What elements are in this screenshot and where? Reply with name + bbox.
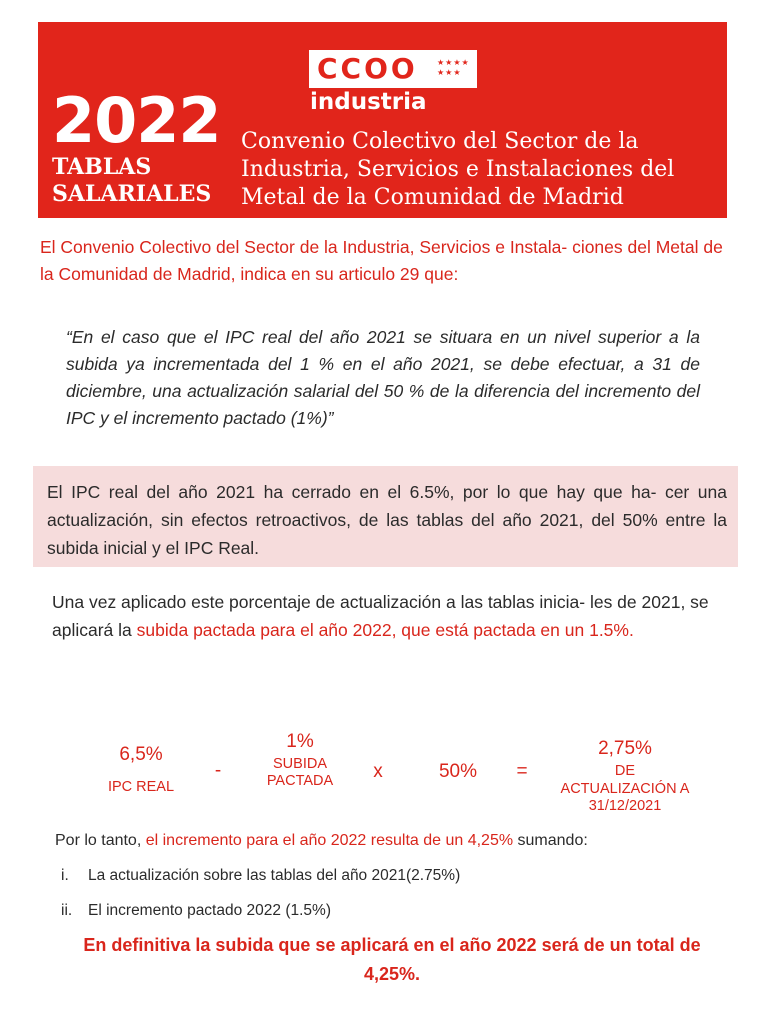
ipc-value: 6,5% xyxy=(119,744,163,765)
result-label-2: ACTUALIZACIÓN A xyxy=(560,781,690,797)
tablas-salariales xyxy=(52,154,211,208)
madrid-stars-icon: ★★★★ ★★★ xyxy=(437,58,470,77)
times-sign: x xyxy=(373,761,383,782)
conclusion-pre: Por lo tanto, xyxy=(55,832,146,849)
update-red-text: subida pactada para el año 2022, que está pactada en un 1.5%. xyxy=(136,620,634,640)
list-item: El incremento pactado 2022 (1.5%) xyxy=(88,902,331,919)
convenio-title: Convenio Colectivo del Sector de la Industria, Servicios e Instalaciones del Metal de la Comunidad de Madrid xyxy=(241,129,675,210)
tablas-line-1: TABLAS xyxy=(52,154,152,180)
subida-label-2: PACTADA xyxy=(266,773,334,789)
tablas-line-2: SALARIALES xyxy=(52,181,212,207)
subida-value: 1% xyxy=(286,731,314,752)
logo-text: CCOO xyxy=(317,52,418,85)
final-statement: En definitiva la subida que se aplicará en el año 2022 será de un total de 4,25%. xyxy=(83,935,701,984)
list-item-number: ii. xyxy=(61,902,73,919)
result-value: 2,75% xyxy=(598,738,652,759)
minus-sign: - xyxy=(214,760,222,781)
update-paragraph xyxy=(52,588,728,644)
logo-subtitle: industria xyxy=(310,89,427,115)
result-label-3: 31/12/2021 xyxy=(588,798,662,814)
percent-50: 50% xyxy=(438,761,478,782)
ipc-highlight-box xyxy=(33,466,738,567)
conclusion-post: sumando: xyxy=(513,832,588,849)
article-quote: “En el caso que el IPC real del año 2021 se situara en un nivel superior a la subida ya incrementada del 1 % en el año 2021, se debe efectuar, a 31 de diciembre, una actualización salarial del 50 % de la diferencia del incremento del IPC y el incremento pactado (1%)” xyxy=(66,327,700,428)
conclusion-red: el incremento para el año 2022 resulta de un 4,25% xyxy=(145,832,514,849)
list-item: La actualización sobre las tablas del año 2021(2.75%) xyxy=(88,867,461,884)
header-banner xyxy=(38,22,727,218)
year-title: 2022 xyxy=(52,84,221,157)
subida-label-1: SUBIDA xyxy=(273,756,327,772)
update-text: Una vez aplicado este porcentaje de actualización a las tablas inicia- les de 2021, se aplicará la xyxy=(52,592,709,640)
equals-sign: = xyxy=(516,761,528,782)
ipc-label: IPC REAL xyxy=(107,779,175,795)
ccoo-logo xyxy=(309,50,477,88)
intro-paragraph: El Convenio Colectivo del Sector de la Industria, Servicios e Instala- ciones del Metal de la Comunidad de Madrid, indica en su articulo 29 que: xyxy=(40,237,723,284)
list-item-number: i. xyxy=(61,867,69,884)
conclusion-line xyxy=(55,832,745,850)
result-label-1: DE xyxy=(614,763,636,779)
ipc-highlight-text: El IPC real del año 2021 ha cerrado en el 6.5%, por lo que hay que ha- cer una actualización, sin efectos retroactivos, de las tablas del año 2021, del 50% entre la subida inicial y el IPC Real. xyxy=(47,482,727,558)
